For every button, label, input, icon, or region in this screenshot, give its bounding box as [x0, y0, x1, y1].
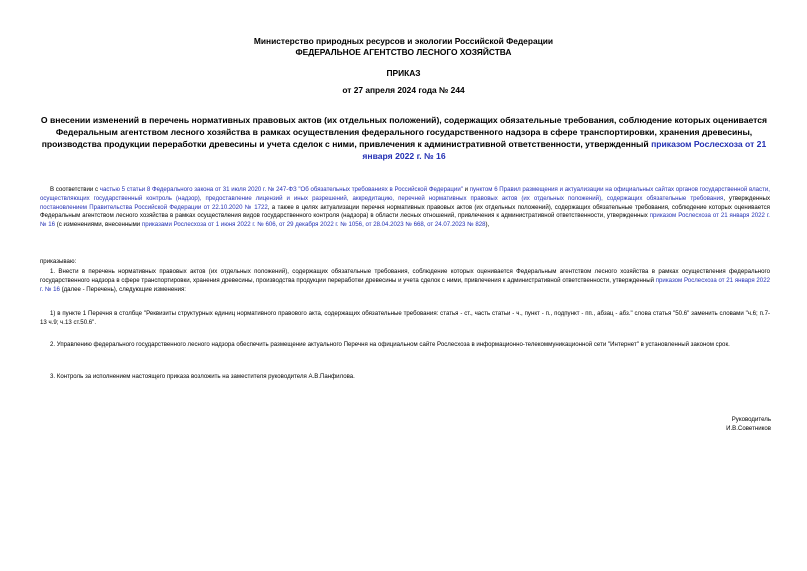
preamble-text: , а также в целях актуализации перечня нормативных правовых актов (их отдельных положений), содержащих обязательные требования, соблюдение которых оценивается Федеральным агентством лесного хозяйства в рамках осуществления видов государственного контроля (надзора) в области лесных отношений, привлечения к административной ответственности, утвержденных [40, 203, 770, 220]
item-1-text: 1. Внести в перечень нормативных правовых актов (их отдельных положений), содержащих обязательные требования, соблюдение которых оценивается Федеральным агентством лесного хозяйства в рамках осуществления федерального государственного надзора в сфере транспортировки, хранения древесины, производства продукции переработки древесины и учета сделок с ними, привлечения к административной ответственности, утвержденный [40, 268, 770, 284]
title-text: О внесении изменений в перечень нормативных правовых актов (их отдельных положений), содержащих обязательные требования, соблюдение которых оценивается Федеральным агентством лесного хозяйства в рамках осуществления федерального государственного надзора в сфере транспортировки, хранения древесины, производства продукции переработки древесины и учета сделок с ними, привлечения к административной ответственности, утвержденный [40, 115, 768, 149]
item-1 [40, 268, 770, 294]
order-word: приказываю: [40, 258, 77, 265]
item-2: 2. Управлению федерального государственного лесного надзора обеспечить размещение актуального Перечня на официальном сайте Рослесхоза в информационно-телекоммуникационной сети "Интернет" в установленный законом срок. [50, 341, 730, 348]
ministry-name: Министерство природных ресурсов и экологии Российской Федерации [253, 36, 554, 46]
signatory-name: И.В.Советников [726, 425, 771, 432]
preamble-text: (с изменениями, внесенными [55, 221, 142, 229]
order-16-link[interactable]: приказом Рослесхоза от 21 января 2022 г. № 16 [40, 212, 770, 229]
government-decree-link[interactable]: постановлением Правительства Российской Федерации от 22.10.2020 № 1722 [40, 203, 268, 211]
preamble-text: и [462, 186, 470, 193]
document-title [34, 114, 774, 162]
item-3: 3. Контроль за исполнением настоящего приказа возложить на заместителя руководителя А.В.Панфилова. [50, 373, 355, 380]
amending-orders-link[interactable]: приказами Рослесхоза от 1 июня 2022 г. № 606, от 29 декабря 2022 г. № 1056, от 28.04.2023 № 668, от 24.07.2023 № 828 [141, 221, 486, 229]
item-1-subitem-1: 1) в пункте 1 Перечня в столбце "Реквизиты структурных единиц нормативного правового акта, содержащих обязательные требования: статья - ст., часть статьи - ч., пункт - п., подпункт - пп., абзац - абз." слова статья "50.6" заменить словами "ч.6; п.7-13 ч.9; ч.13 ст.50.6". [40, 310, 770, 326]
agency-name: ФЕДЕРАЛЬНОЕ АГЕНТСТВО ЛЕСНОГО ХОЗЯЙСТВА [295, 47, 512, 57]
rules-link[interactable]: пунктом 6 Правил размещения и актуализации на официальных сайтах органов государственной власти, осуществляющих государственный контроль (надзор), предоставление лицензий и иных разрешений, аккредитацию, перечней нормативных правовых актов (их отдельных положений), содержащих обязательные требования [40, 186, 770, 202]
preamble-text: В соответствии с [50, 186, 100, 193]
signatory-position: Руководитель [731, 416, 771, 423]
preamble-text: , утвержденных [723, 194, 770, 202]
item-1-text: (далее - Перечень), следующие изменения: [59, 285, 186, 293]
federal-law-link[interactable]: частью 5 статьи 8 Федерального закона от 31 июля 2020 г. № 247-ФЗ "Об обязательных требованиях в Российской Федерации" [99, 186, 463, 193]
preamble-paragraph [40, 186, 770, 230]
document-date-number: от 27 апреля 2024 года № 244 [342, 85, 465, 95]
item-1-order-link[interactable]: приказом Рослесхоза от 21 января 2022 г. № 16 [40, 276, 770, 293]
document-type: ПРИКАЗ [386, 68, 421, 78]
title-order-link[interactable]: приказом Рослесхоза от 21 января 2022 г. № 16 [362, 139, 767, 161]
preamble-text: ), [485, 221, 490, 229]
